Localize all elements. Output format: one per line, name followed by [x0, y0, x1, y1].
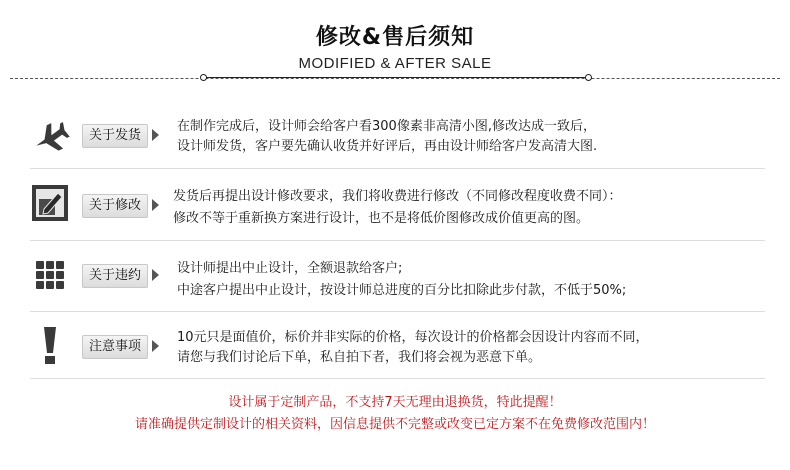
- rule-end-right: [585, 74, 592, 81]
- arrow-right-icon: [152, 269, 159, 281]
- arrow-right-icon: [152, 340, 159, 352]
- arrow-right-icon: [152, 199, 159, 211]
- header-solid-rule: [205, 77, 585, 78]
- edit-icon: [30, 183, 70, 223]
- notes-text-1: 10元只是面值价，标价并非实际的价格，每次设计的价格都会因设计内容而不同，: [177, 330, 649, 345]
- header-dotted-rule: [10, 78, 780, 79]
- tag-breach: 关于违约: [82, 264, 148, 288]
- modify-text-2: 修改不等于重新换方案进行设计，也不是将低价图修改成价值更高的图。: [173, 211, 590, 226]
- tag-notes: 注意事项: [82, 335, 148, 359]
- arrow-right-icon: [152, 129, 159, 141]
- tag-modify: 关于修改: [82, 194, 148, 218]
- airplane-icon: [30, 115, 70, 155]
- shipping-text-1: 在制作完成后，设计师会给客户看300像素非高清小图,修改达成一致后，: [177, 119, 596, 134]
- notice-line-2: 请准确提供定制设计的相关资料，因信息提供不完整或改变已定方案不在免费修改范围内！: [134, 417, 655, 432]
- rule-end-left: [200, 74, 207, 81]
- grid-icon: [30, 255, 70, 295]
- page-subtitle: MODIFIED & AFTER SALE: [298, 55, 492, 72]
- breach-text-2: 中途客户提出中止设计，按设计师总进度的百分比扣除此步付款，不低于50%;: [177, 283, 627, 298]
- notes-text-2: 请您与我们讨论后下单，私自拍下者，我们将会视为恶意下单。: [177, 350, 542, 365]
- section-divider: [30, 311, 765, 312]
- breach-text-1: 设计师提出中止设计，全额退款给客户;: [177, 261, 403, 276]
- exclamation-icon: [30, 325, 70, 365]
- notice-line-1: 设计属于定制产品，不支持7天无理由退换货，特此提醒！: [228, 395, 562, 410]
- modify-text-1: 发货后再提出设计修改要求，我们将收费进行修改（不同修改程度收费不同）：: [173, 189, 622, 204]
- section-divider: [30, 240, 765, 241]
- section-divider: [30, 378, 765, 379]
- page-title: 修改&售后须知: [315, 25, 475, 50]
- tag-shipping: 关于发货: [82, 124, 148, 148]
- shipping-text-2: 设计师发货，客户要先确认收货并好评后，再由设计师给客户发高清大图.: [177, 139, 598, 154]
- section-divider: [30, 168, 765, 169]
